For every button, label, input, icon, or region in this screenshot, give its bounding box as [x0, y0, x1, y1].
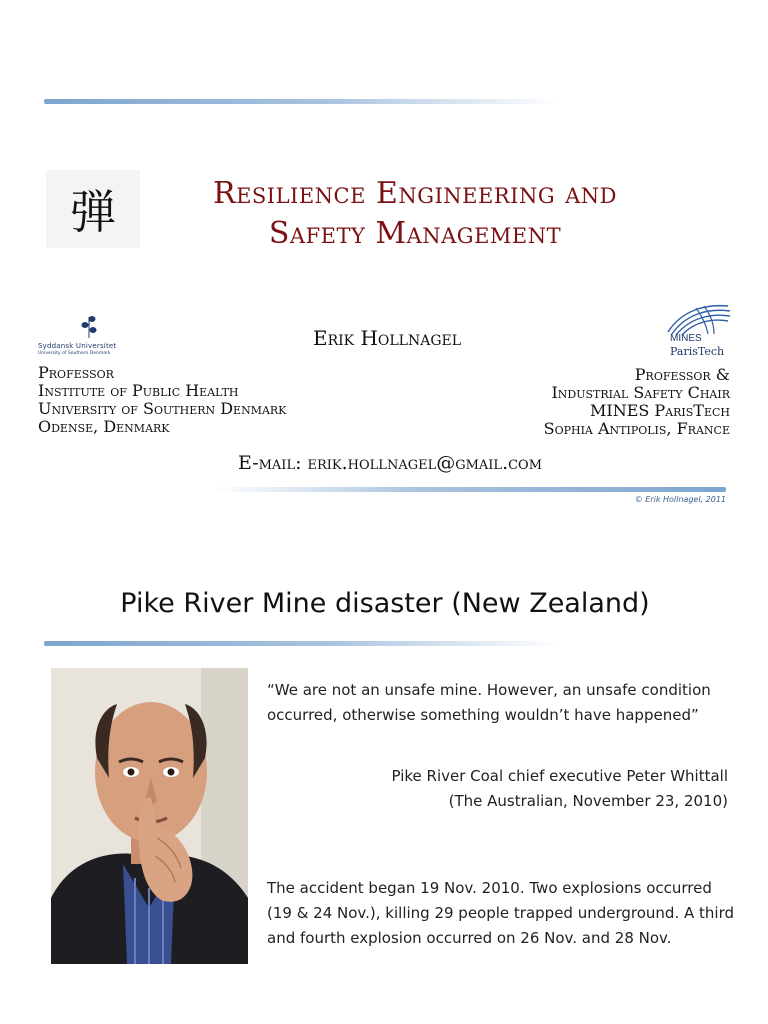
portrait-photo: [51, 668, 248, 964]
copyright-notice: © Erik Hollnagel, 2011: [634, 495, 726, 504]
right-affiliation-line: Industrial Safety Chair: [551, 383, 730, 402]
left-affiliation-line: Odense, Denmark: [38, 417, 170, 436]
kanji-character: 弾: [70, 185, 116, 239]
sdu-logo-name: Syddansk Universitet: [38, 342, 117, 350]
top-divider: [44, 99, 560, 104]
left-affiliation-line: Institute of Public Health: [38, 381, 239, 400]
email-address: E-mail: erik.hollnagel@gmail.com: [237, 452, 543, 474]
accident-description: The accident began 19 Nov. 2010. Two explosions occurred (19 & 24 Nov.), killing 29 people trapped underground. A third and fourth explosion occurred on 26 Nov. and 28 Nov.: [267, 879, 734, 947]
quote-attribution: [267, 764, 728, 814]
mines-logo-line-2: ParisTech: [670, 345, 725, 358]
portrait-illustration: [51, 668, 248, 964]
bottom-divider: [214, 487, 726, 492]
sdu-leaf-icon: [78, 314, 100, 338]
sdu-logo: [38, 314, 134, 360]
mines-swirl-icon: [662, 302, 732, 336]
mines-logo-line-1: MINES: [670, 333, 702, 344]
executive-quote: “We are not an unsafe mine. However, an unsafe condition occurred, otherwise something wouldn’t have happened”: [267, 681, 711, 724]
title-line-2: Safety Management: [268, 216, 562, 251]
left-affiliation-line: Professor: [38, 363, 114, 382]
slide-title: Pike River Mine disaster (New Zealand): [120, 588, 650, 619]
presentation-title: [120, 174, 710, 254]
left-affiliation: [38, 364, 398, 436]
attribution-line-2: (The Australian, November 23, 2010): [448, 792, 728, 810]
left-affiliation-line: University of Southern Denmark: [38, 399, 287, 418]
sdu-logo-subtitle: University of Southern Denmark: [38, 351, 111, 356]
title-line-1: Resilience Engineering and: [212, 176, 618, 211]
mines-paristech-logo: [662, 302, 732, 360]
right-affiliation-line: MINES ParisTech: [589, 401, 730, 420]
pike-river-slide: [0, 540, 768, 1024]
title-divider: [44, 641, 560, 646]
right-affiliation-line: Sophia Antipolis, France: [543, 419, 730, 438]
right-affiliation-line: Professor &: [634, 365, 730, 384]
author-name: Erik Hollnagel: [312, 326, 462, 350]
right-affiliation: [420, 366, 730, 438]
attribution-line-1: Pike River Coal chief executive Peter Whittall: [391, 767, 728, 785]
